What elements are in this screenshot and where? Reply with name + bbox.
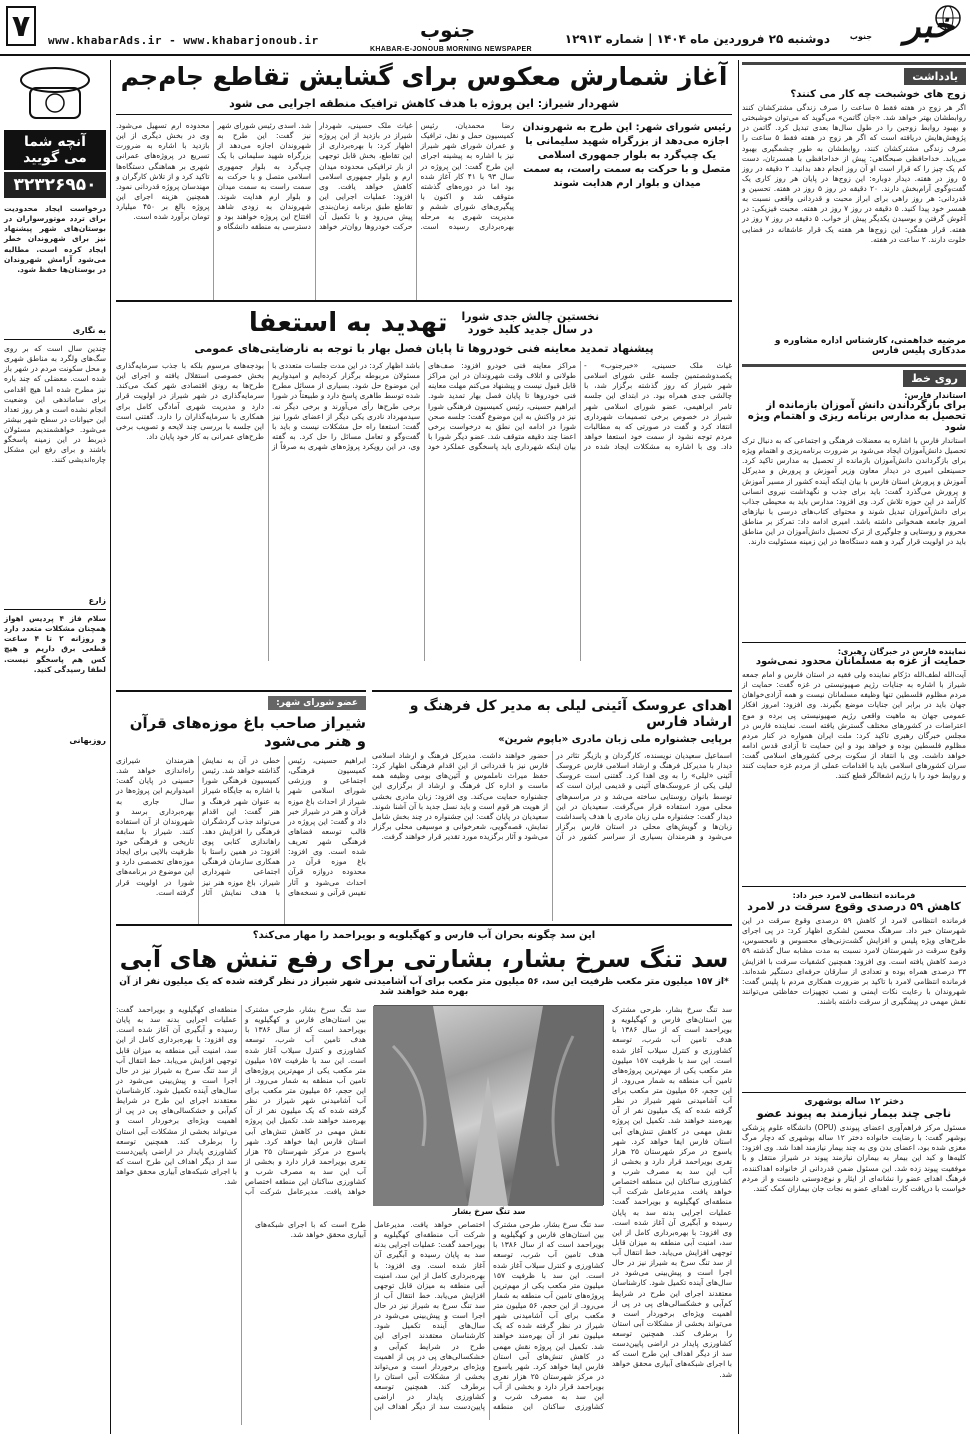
festival-title[interactable]: اهدای عروسک آئینی لیلی به مدیر کل فرهنگ و ارشاد فارس [409, 698, 732, 730]
dam-kicker: این سد چگونه بحران آب فارس و کهگیلویه و بویراحمد را مهار می‌کند؟ [252, 930, 596, 941]
item3-body: فرمانده انتظامی لامرد از کاهش ۵۹ درصدی وقوع سرقت در این شهرستان خبر داد. سرهنگ محسن لشکری اظهار کرد: در پی اجرای طرح‌های ویژه پلیس و افزایش گشت‌زنی‌های محسوس و نامحسوس، وقوع سرقت در شهرستان لامرد نسبت به مدت مشابه سال گذشته ۵۹ درصد کاهش یافته است. وی افزود: همچنین کشفیات سرقت با افزایش ۳۳ درصدی همراه بوده و تعدادی از سارقان حرفه‌ای دستگیر شده‌اند. فرمانده انتظامی لامرد با تاکید بر ضرورت همکاری مردم با پلیس گفت: شهروندان با رعایت نکات ایمنی و نصب تجهیزات حفاظتی می‌توانند نقش مهمی در پیشگیری از سرقت داشته باشند. [742, 916, 966, 1006]
note-body: اگر هر زوج در هفته فقط ۵ ساعت را صرف زندگی مشترکشان کنند روابطشان بهتر خواهد شد. «جان گاتمن» می‌گوید که می‌توان خوشبختی و بهبود روابط زوجین را در طول سال‌ها بعدی تبدیل کرد. گاتمن در پژوهش‌هایش دریافته است که اگر هر زوج در هفته فقط ۵ ساعت را صرف زندگی مشترکشان کنند، روابطشان به طور چشمگیری بهبود می‌یابد. خداحافظی صبحگاهی: پیش از خداحافظی با همسرتان، دست کم یک چیز را که قرار است او آن روز انجام دهد بدانید. ۲ دقیقه در روز ۵ روز در هفته. دیدار دوباره: این زوج‌ها در پایان هر روز کاری یک گفت‌وگوی آرام‌بخش دارند. ۲۰ دقیقه در روز ۵ روز در هفته. تحسین و قدردانی: هر روز راهی برای ابراز محبت و قدردانی واقعی نسبت به همسر خود پیدا کنید. ۵ دقیقه در روز ۷ روز در هفته. محبت فیزیکی: در آغوش گرفتن و بوسیدن یکدیگر پیش از خواب. ۵ دقیقه در روز ۷ روز در هفته. قرار هفتگی: این زوج‌ها هر هفته یک قرار عاشقانه در فضایی خلوت دارند. ۲ ساعت در هفته. [742, 103, 967, 244]
message-3-sign: روزبهانی [69, 736, 106, 745]
sidebar-label-note: یادداشت [904, 68, 966, 85]
dam-body-right: سد تنگ سرخ بشار، طرحی مشترک بین استان‌های فارس و کهگیلویه و بویراحمد است که از سال ۱۳۸۶ با هدف تامین آب شرب، توسعه کشاورزی و کنترل سیلاب آغاز شده است. این سد با ظرفیت ۱۵۷ میلیون متر مکعب یکی از مهم‌ترین پروژه‌های تامین آب منطقه به شمار می‌رود. از این حجم، ۵۶ میلیون متر مکعب برای آب آشامیدنی شهر شیراز در نظر گرفته شده که یک میلیون نفر از آن بهره‌مند خواهند شد. تکمیل این پروژه نقش مهمی در کاهش تنش‌های آبی استان فارس ایفا خواهد کرد. شهر یاسوج در مرکز شهرستان ۲۵ هزار نفری بویراحمد قرار دارد و بخشی از آب این سد به مصرف شرب و کشاورزی ساکنان این منطقه اختصاص خواهد یافت. مدیرعامل شرکت آب منطقه‌ای کهگیلویه و بویراحمد گفت: عملیات اجرایی بدنه سد به پایان رسیده و آبگیری آن آغاز شده است. وی افزود: با بهره‌برداری کامل از این سد، امنیت آبی منطقه به میزان قابل توجهی افزایش می‌یابد. خط انتقال آب از سد تنگ سرخ به شیراز نیز در حال اجرا است و پیش‌بینی می‌شود در سال‌های آینده تکمیل شود. کارشناسان معتقدند اجرای این طرح در شرایط کم‌آبی و خشکسالی‌های پی در پی از اهمیت ویژه‌ای برخوردار است و می‌تواند بخشی از مشکلات آبی استان را برطرف کند. همچنین توسعه کشاورزی پایدار در اراضی پایین‌دست سد از دیگر اهداف این طرح است که با اجرای شبکه‌های آبیاری محقق خواهد شد. [612, 1005, 732, 1379]
banner-line-1: آنچه شما [24, 134, 86, 150]
dam-title[interactable]: سد تنگ سرخ بشار، بشارتی برای رفع تنش های آبی [119, 945, 729, 973]
logo-sub: جنوب [849, 32, 872, 41]
museum-article [116, 690, 366, 920]
message-3: سلام فاز ۴ پردیس اهواز همچنان مشکلات متعدد دارد و روزانه ۲ تا ۴ ساعت قطعی برق داریم و هیچ کس هم پاسخگو نیست. لطفا رسیدگی کنید. [4, 614, 106, 674]
dam-canyon-image [373, 1006, 603, 1206]
item2-kicker: نماینده فارس در خبرگان رهبری: [837, 647, 966, 656]
council-title[interactable]: تهدید به استعفا [248, 308, 448, 338]
festival-subtitle: برپایی جشنواره ملی زبان مادری «باپوم شرین» [498, 734, 732, 745]
messages-banner [4, 130, 106, 170]
lead-body: رضا محمدیان، رئیس کمیسیون حمل و نقل، ترافیک و عمران شورای شهر شیراز نیز با اشاره به پیشینه اجرای این طرح گفت: این پروژه در سال ۹۳ با ۴۱ کار آغاز شده بود اما در دوره‌های گذشته متوقف شد و اکنون با پیگیری‌های شورای ششم و مدیریت شهری به مرحله بهره‌برداری رسیده است. غیاث ملک حسینی، شهردار شیراز در بازدید از این پروژه اظهار کرد: با بهره‌برداری از این تقاطع، بخش قابل توجهی از بار ترافیکی محدوده میدان ارم و بلوار جمهوری اسلامی کاهش خواهد یافت. وی افزود: عملیات اجرایی این تقاطع طبق برنامه زمان‌بندی پیش می‌رود و با تکمیل آن حرکت خودروها روان‌تر خواهد شد. اسدی رئیس شورای شهر نیز گفت: این طرح به شهروندان اجازه می‌دهد از بزرگراه شهید سلیمانی با یک چپ‌گرد به بلوار جمهوری اسلامی متصل و با حرکت به سمت راست به سمت میدان و بلوار ارم هدایت شوند. شهروندان به زودی شاهد افتتاح این پروژه خواهند بود و دسترسی به منطقه دانشگاه و محدوده ارم تسهیل می‌شود. وی در بخش دیگری از این بازدید با اشاره به ضرورت تسریع در پروژه‌های عمرانی شهری بر هماهنگی دستگاه‌ها تاکید کرد و از تلاش کارگران و مهندسان پروژه قدردانی نمود. همچنین هزینه اجرای این پروژه بالغ بر ۴۵۰ میلیارد تومان برآورد شده است. [116, 121, 515, 232]
column-rule-right [738, 60, 739, 1434]
sidebar-label-online: روی خط [903, 370, 966, 387]
section-title: جنوب [420, 18, 476, 42]
dam-photo [374, 1005, 604, 1205]
council-kicker-2: در سال جدید کلید خورد [467, 323, 593, 336]
festival-article [372, 690, 732, 920]
item1-body: استاندار فارس با اشاره به معضلات فرهنگی و اجتماعی که به دنبال ترک تحصیل دانش‌آموزان ایجاد می‌شود بر ضرورت برنامه‌ریزی و اهتمام ویژه برای بازگرداندن دانش‌آموزان بازمانده از تحصیل به مدارس تاکید کرد. حسینعلی امیری در دیدار معاون وزیر آموزش و پرورش و مدیرکل آموزش و پرورش استان فارس با بیان اینکه آینده کشور از مسیر آموزش و پرورش می‌گذرد گفت: باید برای جذب و نگهداشت نیروی انسانی کارآمد در این حوزه تلاش کرد. وی افزود: مدارس باید به محیطی جذاب برای دانش‌آموزان تبدیل شوند و محتوای کتاب‌های درسی با نیازهای امروز جامعه همخوانی داشته باشد. امیری ادامه داد: تمرکز بر مناطق محروم و روستایی و جلوگیری از ترک تحصیل دانش‌آموزان در این مناطق باید در اولویت قرار گیرد و همه دستگاه‌ها در این زمینه مسئولیت دارند. [742, 436, 966, 547]
right-sidebar [742, 62, 966, 1430]
item2-body: آیت‌الله لطف‌الله دژکام نماینده ولی فقیه در استان فارس و امام جمعه شیراز با اشاره به جنایات رژیم صهیونیستی در غزه گفت: حمایت از مردم مظلوم فلسطین تنها وظیفه مسلمانان نیست و همه آزادی‌خواهان جهان باید در برابر این جنایات موضع بگیرند. وی افزود: امروز افکار عمومی جهان به ماهیت واقعی رژیم صهیونیستی پی برده و موج اعتراضات در کشورهای مختلف گسترش یافته است. نماینده فارس در مجلس خبرگان رهبری تاکید کرد: ملت ایران همواره در کنار مردم مظلوم فلسطین بوده و خواهد بود و این حمایت تا آزادی قدس ادامه خواهد داشت. وی با انتقاد از سکوت برخی کشورهای اسلامی گفت: سران کشورهای اسلامی باید با اقدامات عملی از مردم غزه حمایت کنند و روابط خود را با رژیم اشغالگر قطع کنند. [742, 670, 966, 781]
tagline: KHABAR-E-JONOUB MORNING NEWSPAPER [370, 46, 532, 53]
lead-title[interactable]: آغاز شمارش معکوس برای گشایش تقاطع جام‌جم [120, 62, 728, 91]
dam-article [116, 924, 732, 1430]
dam-body-mid: سد تنگ سرخ بشار، طرحی مشترک بین استان‌های فارس و کهگیلویه و بویراحمد است که از سال ۱۳۸۶ با هدف تامین آب شرب، توسعه کشاورزی و کنترل سیلاب آغاز شده است. این سد با ظرفیت ۱۵۷ میلیون متر مکعب یکی از مهم‌ترین پروژه‌های تامین آب منطقه به شمار می‌رود. از این حجم، ۵۶ میلیون متر مکعب برای آب آشامیدنی شهر شیراز در نظر گرفته شده که یک میلیون نفر از آن بهره‌مند خواهند شد. تکمیل این پروژه نقش مهمی در کاهش تنش‌های آبی استان فارس ایفا خواهد کرد. شهر یاسوج در مرکز شهرستان ۲۵ هزار نفری بویراحمد قرار دارد و بخشی از آب این سد به مصرف شرب و کشاورزی ساکنان این منطقه اختصاص خواهد یافت. مدیرعامل شرکت آب منطقه‌ای کهگیلویه و بویراحمد گفت: عملیات اجرایی بدنه سد به پایان رسیده و آبگیری آن آغاز شده است. وی افزود: با بهره‌برداری کامل از این سد، امنیت آبی منطقه به میزان قابل توجهی افزایش می‌یابد. خط انتقال آب از سد تنگ سرخ به شیراز نیز در حال اجرا است و پیش‌بینی می‌شود در سال‌های آینده تکمیل شود. کارشناسان معتقدند اجرای این طرح در شرایط کم‌آبی و خشکسالی‌های پی در پی از اهمیت ویژه‌ای برخوردار است و می‌تواند بخشی از مشکلات آبی استان را برطرف کند. همچنین توسعه کشاورزی پایدار در اراضی پایین‌دست سد از دیگر اهداف این طرح است که با اجرای شبکه‌های آبیاری محقق خواهد شد. [255, 1220, 604, 1412]
item2-title[interactable]: حمایت از غزه به مسلمانان محدود نمی‌شود [755, 656, 966, 667]
lead-article [116, 62, 732, 298]
page-number: ۷ [6, 6, 36, 46]
masthead [0, 0, 970, 56]
council-body: غیاث ملک حسینی، «خبرجنوب» - یکصدوشصتمین جلسه علنی شورای اسلامی شهر شیراز که روز گذشته برگزار شد، با چالشی جدی همراه بود. در ابتدای این جلسه تامر ابراهیمی، عضو شورای اسلامی شهر شیراز در خصوص برخی تصمیمات شهرداری انتقاد کرد و گفت در صورتی که به مطالبات مردم توجه نشود از سمت خود استعفا خواهد داد. وی با اشاره به مشکلات ایجاد شده در مراکز معاینه فنی خودرو افزود: صف‌های طولانی و اتلاف وقت شهروندان در این مراکز قابل قبول نیست و پیشنهاد می‌کنم مهلت معاینه فنی خودروها تا پایان فصل بهار تمدید شود. ابراهیم حسینی، رئیس کمیسیون فرهنگی شورا نیز در واکنش به این موضوع گفت: جلسه صحن شورا در ادامه این نطق به درخواست برخی اعضا چند دقیقه متوقف شد. عضو دیگر شورا با بیان اینکه شهرداری باید پاسخگوی عملکرد خود باشد اظهار کرد: در این مدت جلسات متعددی با مسئولان مربوطه برگزار کرده‌ایم و امیدواریم این موضوع حل شود. بسیاری از مسائل مطرح شده توسط طاهری پاسخ دارد و طبیعتاً در شورا برخی طرح‌ها رأی می‌آورند و برخی دیگر نه. سیدمهرداد نادری یکی دیگر از اعضای شورا نیز گفت: استعفا راه حل مشکلات نیست و باید با گفت‌وگو و تعامل مسائل را حل کرد. به گفته وی، در این رویکرد پروژه‌های شهری به صرفاً از بودجه‌های مرسوم بلکه با جذب سرمایه‌گذاری بخش خصوصی استقلال یافته و اجرای این طرح‌ها به رونق اقتصادی شهر کمک می‌کند. سرمایه‌گذاری در شهر شیراز در اولویت قرار دارد و مدیریت شهری آمادگی کامل برای همکاری با سرمایه‌گذاران را دارد. گفتنی است این جلسه با بررسی چند لایحه و تصویب برخی طرح‌های عمرانی به کار خود پایان داد. [116, 361, 732, 451]
dam-photo-caption: سد تنگ سرخ بشار [452, 1207, 526, 1216]
council-kicker-1: نخستین چالش جدی شورا [461, 310, 600, 323]
item4-kicker: دختر ۱۲ ساله بوشهری [804, 1097, 904, 1107]
message-1: درخواست ایجاد محدودیت برای تردد موتورسواران در بوستان‌های شهر پیشنهاد نیز برای شهروندان خطر ایجاد کرده است. مطالبه می‌شود آرامش شهروندان در بوستان‌ها حفظ شود. [4, 204, 106, 274]
dam-body-left: سد تنگ سرخ بشار، طرحی مشترک بین استان‌های فارس و کهگیلویه و بویراحمد است که از سال ۱۳۸۶ با هدف تامین آب شرب، توسعه کشاورزی و کنترل سیلاب آغاز شده است. این سد با ظرفیت ۱۵۷ میلیون متر مکعب یکی از مهم‌ترین پروژه‌های تامین آب منطقه به شمار می‌رود. از این حجم، ۵۶ میلیون متر مکعب برای آب آشامیدنی شهر شیراز در نظر گرفته شده که یک میلیون نفر از آن بهره‌مند خواهند شد. تکمیل این پروژه نقش مهمی در کاهش تنش‌های آبی استان فارس ایفا خواهد کرد. شهر یاسوج در مرکز شهرستان ۲۵ هزار نفری بویراحمد قرار دارد و بخشی از آب این سد به مصرف شرب و کشاورزی ساکنان این منطقه اختصاص خواهد یافت. مدیرعامل شرکت آب منطقه‌ای کهگیلویه و بویراحمد گفت: عملیات اجرایی بدنه سد به پایان رسیده و آبگیری آن آغاز شده است. وی افزود: با بهره‌برداری کامل از این سد، امنیت آبی منطقه به میزان قابل توجهی افزایش می‌یابد. خط انتقال آب از سد تنگ سرخ به شیراز نیز در حال اجرا است و پیش‌بینی می‌شود در سال‌های آینده تکمیل شود. کارشناسان معتقدند اجرای این طرح در شرایط کم‌آبی و خشکسالی‌های پی در پی از اهمیت ویژه‌ای برخوردار است و می‌تواند بخشی از مشکلات آبی استان را برطرف کند. همچنین توسعه کشاورزی پایدار در اراضی پایین‌دست سد از دیگر اهداف این طرح است که با اجرای شبکه‌های آبیاری محقق خواهد شد. [116, 1005, 366, 1197]
site-urls[interactable]: www.khabarAds.ir - www.khabarjonoub.ir [48, 34, 319, 47]
item3-title[interactable]: کاهش ۵۹ درصدی وقوع سرقت در لامرد [747, 900, 961, 913]
phone-number[interactable]: ۳۲۳۲۶۹۵۰ [4, 172, 106, 198]
museum-body: ابراهیم حسینی، رئیس کمیسیون فرهنگی، اجتماعی و ورزشی شورای اسلامی شهر شیراز از احداث باغ موزه قرآن و هنر در شیراز خبر داد و گفت: این پروژه در قالب توسعه فضاهای فرهنگی شهر تعریف شده است. وی افزود: باغ موزه قرآن در محدوده دروازه قرآن احداث می‌شود و آثار نفیس قرآنی و نسخه‌های خطی در آن به نمایش گذاشته خواهد شد. رئیس کمیسیون فرهنگی شورا با اشاره به جایگاه شیراز به عنوان شهر فرهنگ و هنر گفت: این اقدام می‌تواند جذب گردشگران فرهنگی را افزایش دهد. راهاندازی کتابی پوی افزود: در همین راستا با همکاری سازمان فرهنگی اجتماعی شهرداری شیراز، باغ موزه هنر نیز با هدف نمایش آثار هنرمندان شیرازی راه‌اندازی خواهد شد. حسینی در پایان گفت: امیدواریم این پروژه‌ها در سال جاری به بهره‌برداری برسد و شهروندان از آن استفاده کنند. شیراز با سابقه تاریخی و فرهنگی خود ظرفیت بالایی برای ایجاد موزه‌های تخصصی دارد و این موضوع در برنامه‌های شورا در اولویت قرار گرفته است. [116, 756, 366, 897]
lead-pullquote: رئیس شورای شهر: این طرح به شهروندان اجازه می‌دهد از بزرگراه شهید سلیمانی با یک چپ‌گرد به بلوار جمهوری اسلامی متصل و با حرکت به سمت راست، به سمت میدان و بلوار ارم هدایت شوند [522, 122, 732, 189]
note-title[interactable]: زوج های خوشبخت چه کار می کنند؟ [790, 89, 966, 100]
reader-messages-column [4, 60, 106, 1430]
note-signature: مرضیه خداهمتی، کارشناس اداره مشاوره و مددکاری پلیس فارس [774, 336, 966, 356]
telephone-icon [4, 60, 106, 126]
banner-line-2: می گویید [23, 150, 87, 166]
council-subtitle: پیشنهاد تمدید معاینه فنی خودروها تا پایان فصل بهار با توجه به نارضایتی‌های عمومی [194, 342, 654, 355]
message-2-sign: زارع [88, 596, 106, 605]
column-rule-left [110, 60, 111, 1434]
museum-title[interactable]: شیراز صاحب باغ موزه‌های قرآن و هنر می‌شود [129, 714, 366, 750]
message-1-sign: به نگاری [72, 326, 106, 335]
museum-label: عضو شورای شهر: [268, 696, 366, 710]
message-2: چندین سال است که بر روی سگ‌های ولگرد به مناطق شهری و محل سکونت مردم در شهر باز شده است. معضلی که چند باره نیز مطرح شده اما هیچ اقدامی برای ساماندهی این وضعیت انجام نشده است و هر روز تعداد این حیوانات در سطح شهر بیشتر می‌شود. خواهشمندیم مسئولان ذیربط در این زمینه پاسخگو باشند و برای رفع این مشکل چاره‌اندیشی کنند. [4, 344, 106, 465]
item3-kicker: فرمانده انتظامی لامرد خبر داد: [792, 891, 916, 900]
lead-subtitle: شهردار شیراز: این پروژه با هدف کاهش ترافیک منطقه اجرایی می شود [116, 97, 732, 115]
item4-body: مسئول مرکز فراهم‌آوری اعضای پیوندی (OPU) دانشگاه علوم پزشکی بوشهر گفت: با رضایت خانواده دختر ۱۲ ساله بوشهری که دچار مرگ مغزی شده بود، اعضای بدن وی به چند بیمار نیازمند اهدا شد. وی افزود: کلیه‌ها و کبد این بیمار به بیماران نیازمند پیوند در شیراز منتقل و با موفقیت پیوند زده شد. این مسئول ضمن قدردانی از خانواده اهداکننده، فرهنگ اهدای عضو را نشانه‌ای از ایثار و نوع‌دوستی دانست و از مردم خواست با دریافت کارت اهدای عضو به نجات جان بیماران کمک کنند. [742, 1123, 967, 1193]
council-article [116, 300, 732, 684]
item1-kicker: استاندار فارس: [904, 391, 966, 400]
dam-subtitle: *از ۱۵۷ میلیون متر مکعب ظرفیت این سد، ۵۶ میلیون متر مکعب برای آب آشامیدنی شهر شیراز در نظر گرفته شده که یک میلیون نفر از آن بهره مند خواهند شد [119, 977, 729, 997]
logo-text: خبر [903, 6, 954, 46]
dateline: دوشنبه ۲۵ فروردین ماه ۱۴۰۴ | شماره ۱۲۹۱۳ [564, 32, 830, 46]
item1-title[interactable]: برای بازگرداندن دانش آموزان بازمانده از تحصیل به مدارس برنامه ریزی و اهتمام ویژه شود [747, 400, 966, 433]
newspaper-logo [838, 2, 964, 52]
item4-title[interactable]: ناجی چند بیمار نیازمند به پیوند عضو [756, 1107, 952, 1120]
festival-body: اسماعیل سعیدیان نویسنده، کارگردان و بازیگر تئاتر در دیدار با مدیرکل فرهنگ و ارشاد اسلامی فارس عروسک آئینی «لیلی» را به وی اهدا کرد. گفتنی است عروسک لیلی یکی از عروسک‌های آئینی و قدیمی ایران است که توسط بانوان روستایی ساخته می‌شد و در مراسم‌های محلی مورد استفاده قرار می‌گرفت. سعیدیان در این دیدار گفت: جشنواره ملی زبان مادری با هدف پاسداشت زبان‌ها و گویش‌های محلی در استان فارس برگزار می‌شود و هنرمندان بسیاری از سراسر کشور در آن حضور خواهند داشت. مدیرکل فرهنگ و ارشاد اسلامی فارس نیز با قدردانی از این اقدام فرهنگی اظهار کرد: حفظ میراث ناملموس و آئین‌های بومی وظیفه همه ماست و اداره کل فرهنگ و ارشاد از برگزاری این جشنواره حمایت می‌کند. وی افزود: زبان مادری بخشی از هویت هر قوم است و باید نسل جدید با آن آشنا شوند. سعیدیان در پایان گفت: این جشنواره در چند بخش شامل نمایش، قصه‌گویی، شعرخوانی و موسیقی محلی برگزار می‌شود و آثار برگزیده مورد تقدیر قرار خواهند گرفت. [372, 751, 732, 841]
